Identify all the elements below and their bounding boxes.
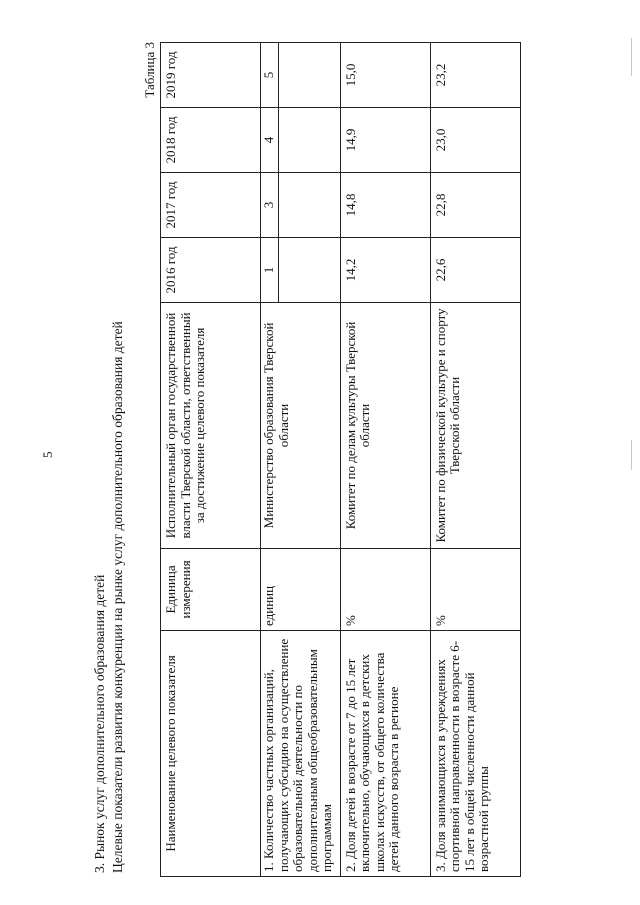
header-indicator-name: Наименование целевого показателя (161, 630, 261, 876)
rotated-page-content (88, 42, 618, 877)
table-cell: Комитет по делам культуры Тверской области (340, 302, 430, 548)
column-number: 3 (261, 173, 279, 238)
header-2018: 2018 год (161, 108, 261, 173)
scan-mark (631, 38, 632, 76)
table-cell: 22,8 (430, 173, 520, 238)
table-cell: 15,0 (340, 43, 430, 108)
table-cell: 14,9 (340, 108, 430, 173)
header-unit: Единица измерения (161, 548, 261, 630)
table-cell: % (340, 548, 430, 630)
table-cell: 1. Количество частных организаций, получающих субсидию на осуществление образовательной деятельности по дополнительным общеобразовательным программам (261, 630, 341, 876)
table-cell: 23,0 (430, 108, 520, 173)
table-cell (278, 108, 340, 173)
header-2016: 2016 год (161, 237, 261, 302)
table-cell (278, 173, 340, 238)
table-cell: 14,8 (340, 173, 430, 238)
column-number: 5 (261, 43, 279, 108)
table-cell: Министерство образования Тверской области (261, 302, 341, 548)
table-subheading: Целевые показатели развития конкуренции на рынке услуг дополнительного образования детей (110, 321, 125, 873)
table-cell: единиц (261, 548, 341, 630)
table-row (430, 43, 520, 877)
table-cell: 22,6 (430, 237, 520, 302)
table-cell: Комитет по физической культуре и спорту Тверской области (430, 302, 520, 548)
table-cell: 23,2 (430, 43, 520, 108)
table-row (340, 43, 430, 877)
scan-mark (631, 440, 632, 470)
table-row (261, 43, 279, 877)
table-cell: % (430, 548, 520, 630)
table-header-row (161, 43, 261, 877)
header-2019: 2019 год (161, 43, 261, 108)
page-number: 5 (40, 451, 55, 458)
table-cell: 3. Доля занимающихся в учреждениях спортивной направленности в возрасте 6-15 лет в общей численности данной возрастной группы (430, 630, 520, 876)
column-number: 4 (261, 108, 279, 173)
header-responsible-body: Исполнительный орган государственной власти Тверской области, ответственный за достижение целевого показателя (161, 302, 261, 548)
table-cell (278, 237, 340, 302)
table-cell: 14,2 (340, 237, 430, 302)
section-heading: 3. Рынок услуг дополнительного образования детей (92, 574, 107, 873)
table-cell: 2. Доля детей в возрасте от 7 до 15 лет включительно, обучающихся в детских школах искусств, от общего количества детей данного возраста в регионе (340, 630, 430, 876)
column-number: 1 (261, 237, 279, 302)
header-2017: 2017 год (161, 173, 261, 238)
table-label: Таблица 3 (142, 42, 157, 98)
table-cell (278, 43, 340, 108)
target-indicators-table (160, 42, 521, 877)
